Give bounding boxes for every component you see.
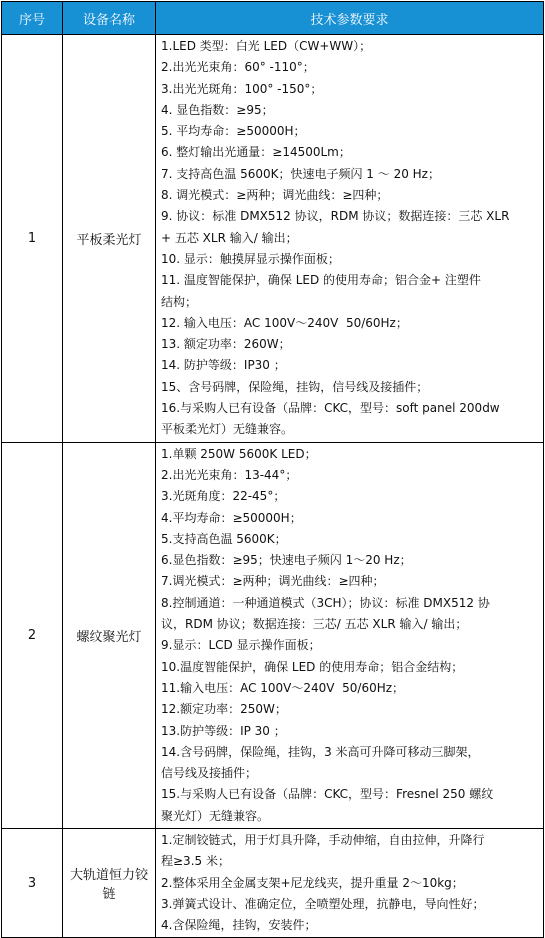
requirement-line: 10. 显示：触摸屏显示操作面板；	[161, 251, 340, 266]
requirement-line: + 五芯 XLR 输入/ 输出；	[161, 230, 298, 245]
requirement-line: 8. 调光模式：≥两种；调光曲线：≥四种；	[161, 188, 389, 203]
row-number: 2	[2, 442, 63, 828]
requirement-line: 9.显示：LCD 显示操作面板；	[161, 638, 321, 653]
device-name: 大轨道恒力铰链	[63, 828, 156, 937]
table-row	[2, 442, 544, 828]
requirement-line: 6. 整灯输出光通量：≥14500Lm；	[161, 145, 351, 160]
requirements-cell	[156, 828, 544, 937]
requirement-line: 议，RDM 协议；数据连接：三芯/ 五芯 XLR 输入/ 输出；	[161, 617, 468, 632]
requirement-line: 4.平均寿命：≥50000H；	[161, 510, 302, 525]
header-req: 技术参数要求	[156, 2, 544, 35]
requirement-line: 3.弹簧式设计、准确定位，全喷塑处理，抗静电，导向性好；	[161, 896, 485, 911]
requirement-line: 12. 输入电压：AC 100V～240V 50/60Hz；	[161, 315, 408, 330]
requirement-line: 1.单颗 250W 5600K LED；	[161, 446, 317, 461]
table-row	[2, 828, 544, 937]
requirement-line: 聚光灯）无缝兼容。	[161, 808, 270, 823]
requirement-line: 11.输入电压：AC 100V～240V 50/60Hz；	[161, 680, 405, 695]
requirement-line: 9. 协议：标准 DMX512 协议，RDM 协议；数据连接：三芯 XLR	[161, 209, 510, 224]
requirement-line: 4.含保险绳，挂钩，安装件；	[161, 918, 317, 933]
requirement-line: 12.额定功率：250W；	[161, 702, 287, 717]
requirement-line: 2.出光光束角：60° -110°；	[161, 60, 315, 75]
requirements-cell	[156, 442, 544, 828]
requirement-line: 4. 显色指数：≥95；	[161, 102, 274, 117]
requirement-line: 7.调光模式：≥两种；调光曲线：≥四种；	[161, 574, 385, 589]
requirement-line: 3.出光光斑角：100° -150°；	[161, 81, 323, 96]
requirement-line: 程≥3.5 米；	[161, 854, 230, 869]
requirement-line: 8.控制通道：一种通道模式（3CH）；协议：标准 DMX512 协	[161, 595, 490, 610]
requirement-line: 信号线及接插件；	[161, 766, 258, 781]
header-no: 序号	[2, 2, 63, 35]
requirement-line: 14. 防护等级：IP30 ；	[161, 358, 286, 373]
requirement-line: 结构；	[161, 294, 198, 309]
requirement-line: 15、含号码牌，保险绳，挂钩，信号线及接插件；	[161, 379, 429, 394]
requirement-line: 7. 支持高色温 5600K；快速电子频闪 1 ～ 20 Hz；	[161, 166, 440, 181]
requirement-line: 3.光斑角度：22-45°；	[161, 489, 286, 504]
requirement-line: 2.整体采用全金属支架+尼龙线夹，提升重量 2～10kg；	[161, 875, 464, 890]
spec-table	[1, 1, 544, 938]
requirement-line: 14.含号码牌，保险绳，挂钩，3 米高可升降可移动三脚架，	[161, 744, 480, 759]
requirement-line: 5.支持高色温 5600K；	[161, 531, 287, 546]
row-number: 3	[2, 828, 63, 937]
requirement-line: 13.防护等级：IP 30 ；	[161, 723, 286, 738]
row-number: 1	[2, 35, 63, 443]
requirement-line: 平板柔光灯）无缝兼容。	[161, 422, 294, 437]
requirement-line: 10.温度智能保护，确保 LED 的使用寿命；铝合金结构；	[161, 659, 464, 674]
requirement-line: 1.LED 类型：白光 LED（CW+WW）；	[161, 39, 372, 53]
requirement-line: 15.与采购人已有设备（品牌：CKC，型号：Fresnel 250 螺纹	[161, 787, 494, 802]
requirement-line: 13. 额定功率：260W；	[161, 337, 291, 352]
requirement-line: 2.出光光束角：13-44°；	[161, 467, 298, 482]
requirement-line: 16.与采购人已有设备（品牌：CKC，型号：soft panel 200dw	[161, 401, 500, 416]
device-name: 平板柔光灯	[63, 35, 156, 443]
device-name: 螺纹聚光灯	[63, 442, 156, 828]
table-body	[2, 35, 544, 938]
requirement-line: 6.显色指数：≥95；快速电子频闪 1～20 Hz；	[161, 553, 412, 568]
header-row	[2, 2, 544, 35]
header-name: 设备名称	[63, 2, 156, 35]
requirement-line: 11. 温度智能保护，确保 LED 的使用寿命；铝合金+ 注塑件	[161, 273, 481, 288]
requirement-line: 5. 平均寿命：≥50000H；	[161, 124, 306, 139]
requirement-line: 1.定制铰链式，用于灯具升降，手动伸缩，自由拉伸，升降行	[161, 832, 485, 847]
table-row	[2, 35, 544, 443]
requirements-cell	[156, 35, 544, 443]
